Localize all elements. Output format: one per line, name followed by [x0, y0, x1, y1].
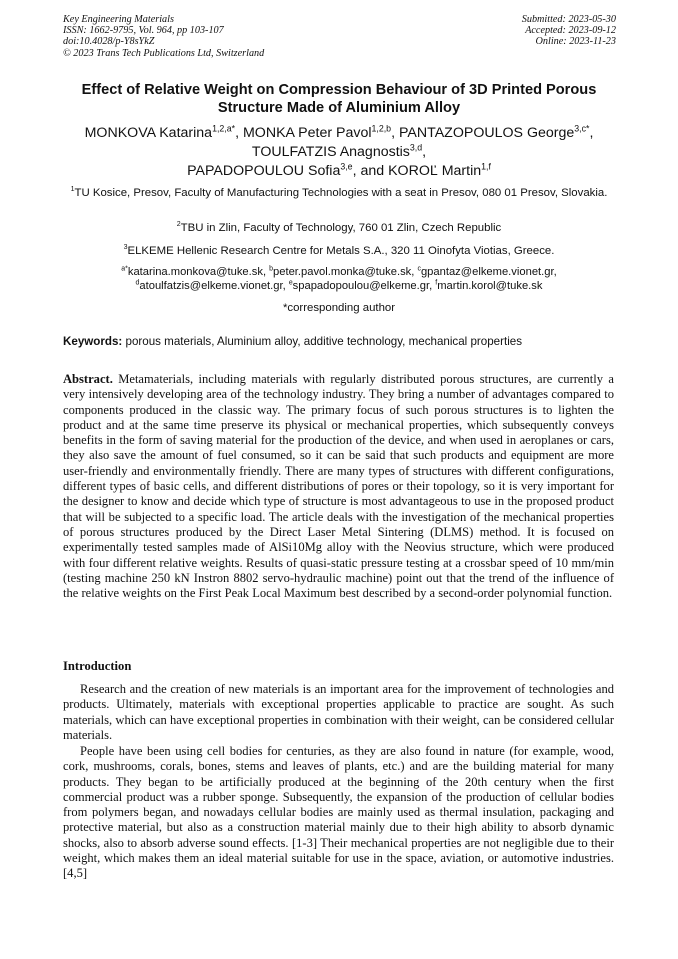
author: KOROĽ Martin$^{1,f}$ — [388, 161, 491, 179]
journal-copyright: © 2023 Trans Tech Publications Ltd, Switzerland — [63, 47, 265, 59]
affiliation-1: $^1$TU Kosice, Presov, Faculty of Manufacturing Technologies with a seat in Presov, 080 01 Presov, Slovakia. — [70, 186, 608, 199]
author: TOULFATZIS Anagnostis$^{3,d}$, — [251, 142, 427, 160]
section-heading-introduction: Introduction — [63, 659, 132, 673]
email: $^b$peter.pavol.monka@tuke.sk, — [269, 265, 418, 278]
keywords — [63, 335, 623, 349]
abstract — [63, 372, 614, 601]
paper-title: Effect of Relative Weight on Compression Behaviour of 3D Printed Porous Structure Made of Aluminium Alloy — [81, 82, 597, 116]
dates-header — [522, 14, 616, 48]
abstract-text: Metamaterials, including materials with regularly distributed porous structures, are currently a very intensively developing area of the technology industry. They bring a number of advantages compared to components produced in the classic way. The primary focus of such porous structures is to lighten the product and at the same time preserve its physical or mechanical properties, which subsequently conveys benefits in the form of saving material for the production of the device, and when used in aeroplanes or cars, they also save the amount of fuel consumed, so it can be said that such products and equipment are more user-friendly and environmentally friendly. There are many types of structures with different configurations, different types of basic cells, and different distributions of pores or their topology, so it is very important for the designer to know and decide which type of structure is most advantageous to use in the proposed product that will be subjected to a specific load. The article deals with the investigation of the mechanical properties of porous structures produced by the Direct Laser Metal Sintering (DLMS) method. It is focused on experimentally tested samples made of AlSi10Mg alloy with the Neovius structure, which were produced with four different relative weights. Results of quasi-static pressure testing at a crossbar speed of 10 mm/min (testing machine 250 kN Instron 8802 servo-hydraulic machine) point out that the trend of the influence of the relative weights on the First Peak Local Maximum best described by a second-order polynomial function. — [63, 372, 614, 601]
email: $^d$atoulfatzis@elkeme.vionet.gr, — [135, 279, 289, 293]
keywords-text: porous materials, Aluminium alloy, additive technology, mechanical properties — [122, 335, 523, 348]
affiliation-2: $^2$TBU in Zlin, Faculty of Technology, 760 01 Zlin, Czech Republic — [176, 221, 502, 234]
corresponding-author-note: *corresponding author — [282, 302, 396, 314]
journal-header — [63, 14, 264, 59]
email: $^e$spapadopoulou@elkeme.gr, — [288, 279, 436, 293]
journal-name: Key Engineering Materials — [63, 14, 174, 25]
author: PANTAZOPOULOS George$^{3,c*}$, — [398, 123, 594, 141]
date-submitted: Submitted: 2023-05-30 — [521, 14, 616, 25]
date-online: Online: 2023-11-23 — [535, 36, 616, 48]
author: MONKA Peter Pavol$^{1,2,b}$, — [242, 123, 399, 141]
journal-issn: ISSN: 1662-9795, Vol. 964, pp 103-107 — [63, 25, 224, 37]
author: PAPADOPOULOU Sofia$^{3,e}$, and — [187, 161, 389, 179]
affiliation-3: $^3$ELKEME Hellenic Research Centre for Metals S.A., 320 11 Oinofyta Viotias, Greece. — [123, 244, 555, 257]
author: MONKOVA Katarina$^{1,2,a*}$, — [84, 123, 243, 141]
keywords-label: Keywords: — [63, 335, 123, 348]
date-accepted: Accepted: 2023-09-12 — [525, 25, 616, 37]
email-list — [63, 265, 615, 294]
email: $^{a*}$katarina.monkova@tuke.sk, — [121, 265, 270, 278]
intro-paragraph-2: People have been using cell bodies for centuries, as they are also found in nature (for example, wood, cork, mushrooms, corals, bones, stems and leaves of plants, etc.) and are the building material for many products. They began to be artificially produced at the beginning of the 20th century when the first commercial product was a rubber sponge. Subsequently, the expansion of the production of cellular bodies from polymers began, and nowadays cellular bodies are mainly used as thermal insulation, packaging and protective material, but also as a construction material mainly due to their high ability to absorb dynamic shocks, also to absorb adverse sound effects. [1-3] Their mechanical properties are not negligible due to their weight, which makes them an ideal material suitable for use in the space, aviation, or automotive industries. [4,5] — [63, 744, 614, 881]
email: $^c$gpantaz@elkeme.vionet.gr, — [417, 265, 557, 278]
author-list — [63, 124, 615, 181]
email: $^f$martin.korol@tuke.sk — [435, 279, 543, 293]
intro-paragraph-1: Research and the creation of new materials is an important area for the improvement of technologies and products. Ultimately, materials with exceptional properties applicable to practice are sought. As such materials, which can have exceptional properties in combination with their weight, can be considered cellular materials. — [63, 682, 614, 742]
abstract-label: Abstract. — [63, 372, 113, 386]
journal-doi: doi:10.4028/p-Y8sYkZ — [63, 36, 155, 48]
